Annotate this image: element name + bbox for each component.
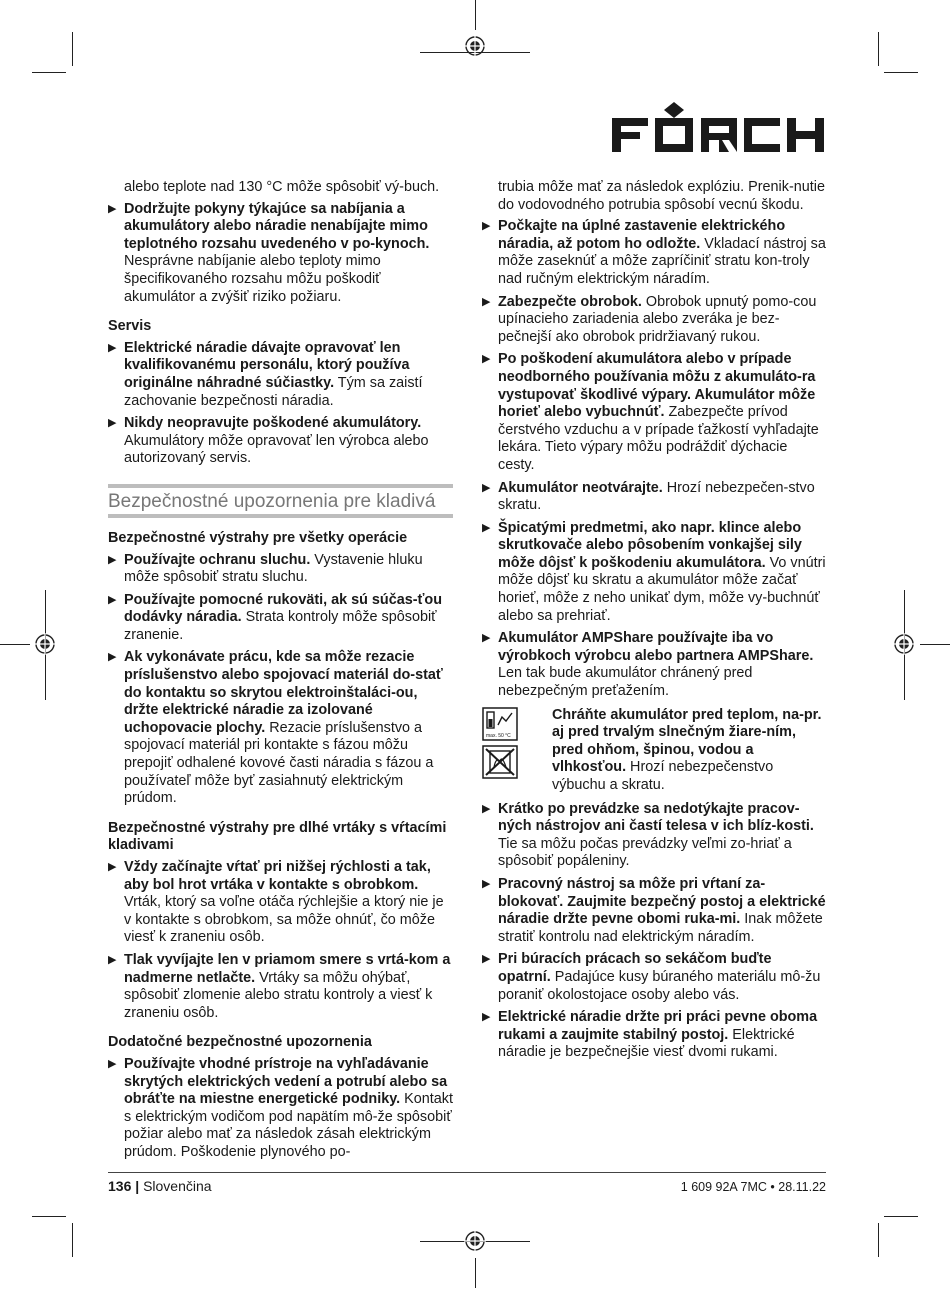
- bullet-bold-text: Zabezpečte obrobok.: [498, 293, 642, 310]
- bullet-bold-text: Počkajte na úplné zastavenie elektrického náradia, až potom ho odložte.: [498, 218, 786, 252]
- crop-mark: [0, 644, 30, 645]
- bullet-item: [108, 340, 453, 410]
- bullet-arrow-icon: ▶: [482, 632, 491, 645]
- bullet-item: [108, 952, 453, 1022]
- bullet-arrow-icon: ▶: [482, 1011, 491, 1024]
- battery-heat-warning-icon: [482, 707, 518, 741]
- footer-rule: [108, 1172, 826, 1173]
- bullet-bold-text: Nikdy neopravujte poškodené akumulátory.: [124, 415, 422, 432]
- warning-bold-text: Chráňte akumulátor pred teplom, na-pr. aj pred trvalým slnečným žiare-ním, pred ohňom, špinou, vodou a vlhkosťou.: [552, 706, 822, 776]
- footer-page-info: [108, 1178, 212, 1194]
- bullet-bold-text: Tlak vyvíjajte len v priamom smere s vrtá-kom a nadmerne netlačte.: [124, 951, 451, 986]
- bullet-item: [108, 1056, 453, 1162]
- crop-mark: [878, 1223, 879, 1257]
- bullet-bold-text: Ak vykonávate prácu, kde sa môže rezacie príslušenstvo alebo spojovací materiál do-stať do kontaktu so skrytou elektroinštaláci-ou, držte elektrické náradie za izolované uchopovacie plochy.: [124, 649, 443, 736]
- bullet-text: Inak môžete stratiť kontrolu nad elektrickým náradím.: [498, 911, 823, 945]
- bullet-item: [108, 592, 453, 645]
- bullet-text: Nesprávne nabíjanie alebo teploty mimo špecifikovaného rozsahu môžu poškodiť akumulátor a zvýšiť riziko požiaru.: [124, 253, 381, 305]
- crop-mark: [884, 1216, 918, 1217]
- forch-logo: [612, 100, 828, 164]
- crop-mark: [878, 32, 879, 66]
- bullet-arrow-icon: ▶: [108, 341, 117, 354]
- footer-doc-code: 1 609 92A 7MC • 28.11.22: [680, 1180, 826, 1194]
- bullet-bold-text: Používajte vhodné prístroje na vyhľadávanie skrytých elektrických vedení a potrubí alebo sa obráťte na miestne energetické podniky.: [124, 1055, 448, 1108]
- bullet-bold-text: Akumulátor neotvárajte.: [498, 479, 663, 496]
- registration-mark-icon: [464, 35, 486, 57]
- bullet-text: Rezacie príslušenstvo a spojovací materiál pri kontakte s fázou môžu prepojiť odhalené kovové časti náradia s fázou a používateľ môže byť zasiahnutý elektrickým prúdom.: [124, 719, 434, 807]
- bullet-bold-text: Používajte pomocné rukoväti, ak sú súčas-ťou dodávky náradia.: [124, 591, 442, 626]
- registration-mark-icon: [893, 633, 915, 655]
- bullet-bold-text: Elektrické náradie držte pri práci pevne oboma rukami a zaujmite stabilný postoj.: [498, 1009, 818, 1043]
- bullet-item: [108, 649, 453, 807]
- bullet-text: Zabezpečte prívod čerstvého vzduchu a v prípade ťažkostí vyhľadajte lekára. Tieto výpary môžu podráždiť dýchacie cesty.: [498, 404, 819, 473]
- bullet-arrow-icon: ▶: [108, 553, 117, 566]
- bullet-bold-text: Krátko po prevádzke sa nedotýkajte pracov-ných nástrojov ani častí telesa v ich blíz-kosti.: [498, 800, 814, 835]
- bullet-text: Vkladací nástroj sa môže zaseknúť a môže zapríčiniť stratu kon-troly nad ručným elektrickým náradím.: [498, 235, 826, 287]
- right-column: [482, 179, 827, 1067]
- battery-warning-block: [482, 707, 827, 795]
- bullet-arrow-icon: ▶: [482, 481, 491, 494]
- crop-mark: [884, 72, 918, 73]
- bullet-text: Elektrické náradie je bezpečnejšie viesť dvomi rukami.: [498, 1026, 795, 1061]
- crop-mark: [72, 1223, 73, 1257]
- bullet-bold-text: Elektrické náradie dávajte opravovať len kvalifikovanému personálu, ktorý používa originálne náhradné súčiastky.: [124, 339, 410, 391]
- bullet-arrow-icon: ▶: [482, 877, 491, 890]
- crop-mark: [920, 644, 950, 645]
- bullet-item: [482, 294, 827, 347]
- bullet-bold-text: Akumulátor AMPShare používajte iba vo výrobkoch výrobcu alebo partnera AMPShare.: [498, 630, 814, 664]
- registration-mark-icon: [464, 1230, 486, 1252]
- bullet-bold-text: Vždy začínajte vŕtať pri nižšej rýchlosti a tak, aby bol hrot vrtáka v kontakte s obrobkom.: [124, 859, 431, 893]
- bullet-text: Akumulátory môže opravovať len výrobca alebo autorizovaný servis.: [124, 432, 429, 467]
- section-title: Bezpečnostné upozornenia pre kladivá: [108, 490, 436, 512]
- bullet-arrow-icon: ▶: [482, 521, 491, 534]
- svg-text:max. 50 °C: max. 50 °C: [486, 732, 511, 739]
- registration-mark-icon: [34, 633, 56, 655]
- page-number: 136: [108, 1178, 132, 1194]
- subheading-servis: Servis: [108, 318, 152, 335]
- bullet-text: Vystavenie hluku môže spôsobiť stratu sluchu.: [124, 551, 423, 586]
- paragraph: trubia môže mať za následok explóziu. Prenik-nutie do vodovodného potrubia spôsobí vecnú škodu.: [498, 179, 825, 213]
- bullet-item: [482, 1009, 827, 1062]
- bullet-item: [482, 520, 827, 626]
- bullet-item: [108, 415, 453, 468]
- section-heading: [108, 484, 453, 518]
- bullet-text: Tie sa môžu počas prevádzky veľmi zo-hriať a spôsobiť popáleniny.: [498, 835, 792, 870]
- bullet-text: Len tak bude akumulátor chránený pred nebezpečným preťažením.: [498, 665, 753, 700]
- bullet-text: Padajúce kusy búraného materiálu mô-žu poraniť okolostojace osoby alebo vás.: [498, 968, 821, 1003]
- bullet-item: [482, 876, 827, 946]
- divider: [108, 514, 453, 518]
- bullet-text: Tým sa zaistí zachovanie bezpečnosti náradia.: [124, 374, 423, 409]
- paragraph: alebo teplote nad 130 °C môže spôsobiť vý-buch.: [124, 179, 440, 195]
- bullet-arrow-icon: ▶: [108, 953, 117, 966]
- crop-mark: [475, 0, 476, 30]
- battery-no-water-fire-icon: [482, 745, 518, 779]
- bullet-text: Strata kontroly môže spôsobiť zranenie.: [124, 609, 437, 643]
- subheading-all-operations: Bezpečnostné výstrahy pre všetky operácie: [108, 529, 408, 546]
- bullet-arrow-icon: ▶: [108, 593, 117, 606]
- bullet-text: Hrozí nebezpečen-stvo skratu.: [498, 479, 815, 514]
- warning-text: Hrozí nebezpečenstvo výbuchu a skratu.: [552, 759, 774, 793]
- bullet-bold-text: Špicatými predmetmi, ako napr. klince alebo skrutkovače alebo pôsobením vonkajšej sily môže dôjsť k poškodeniu akumulátora.: [498, 519, 802, 571]
- footer-language: Slovenčina: [143, 1178, 212, 1194]
- bullet-arrow-icon: ▶: [482, 802, 491, 815]
- bullet-item: [482, 218, 827, 288]
- bullet-bold-text: Používajte ochranu sluchu.: [124, 551, 311, 568]
- subheading-additional: Dodatočné bezpečnostné upozornenia: [108, 1034, 372, 1051]
- bullet-item: [482, 630, 827, 700]
- bullet-arrow-icon: ▶: [482, 353, 491, 366]
- bullet-arrow-icon: ▶: [108, 202, 117, 215]
- bullet-item: [482, 480, 827, 515]
- bullet-text: Obrobok upnutý pomo-cou upínacieho zariadenia alebo zveráka je bez-pečnejší ako obrobok pridržiavaný rukou.: [498, 293, 817, 345]
- bullet-bold-text: Dodržujte pokyny týkajúce sa nabíjania a akumulátory alebo náradie nenabíjajte mimo teplotného rozsahu uvedeného v po-kynoch.: [124, 200, 430, 252]
- crop-mark: [475, 1258, 476, 1288]
- bullet-item: [482, 951, 827, 1004]
- subheading-long-drills: Bezpečnostné výstrahy pre dlhé vrtáky s vŕtacími kladivami: [108, 819, 447, 854]
- bullet-text: Vo vnútri môže dôjsť ku skratu a akumulátor môže začať horieť, môže z neho unikať dym, môže vy-buchnúť alebo sa prehriať.: [498, 554, 826, 624]
- bullet-arrow-icon: ▶: [108, 417, 117, 430]
- left-column: [108, 179, 453, 1167]
- bullet-item: [108, 859, 453, 947]
- crop-mark: [32, 72, 66, 73]
- footer-separator: |: [135, 1178, 140, 1194]
- bullet-arrow-icon: ▶: [108, 651, 117, 664]
- bullet-bold-text: Pri búracích prácach so sekáčom buďte opatrní.: [498, 951, 772, 985]
- bullet-item: [108, 201, 453, 307]
- bullet-arrow-icon: ▶: [482, 953, 491, 966]
- bullet-item: [482, 351, 827, 474]
- bullet-bold-text: Po poškodení akumulátora alebo v prípade neodborného používania môžu z akumuláto-ra vystupovať škodlivé výpary. Akumulátor môže horieť alebo vybuchnúť.: [498, 351, 816, 421]
- bullet-arrow-icon: ▶: [482, 295, 491, 308]
- bullet-arrow-icon: ▶: [482, 220, 491, 233]
- crop-mark: [32, 1216, 66, 1217]
- bullet-arrow-icon: ▶: [108, 1057, 117, 1070]
- bullet-text: Vrtáky sa môžu ohýbať, spôsobiť zlomenie alebo stratu kontroly a viesť k zraneniu osôb.: [124, 969, 433, 1021]
- crop-mark: [72, 32, 73, 66]
- bullet-text: Kontakt s elektrickým vodičom pod napätím mô-že spôsobiť požiar alebo mať za následok zásah elektrickým prúdom. Poškodenie plynového po-: [124, 1091, 453, 1160]
- bullet-arrow-icon: ▶: [108, 861, 117, 873]
- bullet-bold-text: Pracovný nástroj sa môže pri vŕtaní za-blokovať. Zaujmite bezpečný postoj a elektrické náradie držte pevne obomi ruka-mi.: [498, 875, 826, 928]
- bullet-item: [482, 801, 827, 871]
- bullet-text: Vrták, ktorý sa voľne otáča rýchlejšie a ktorý nie je v kontakte s obrobkom, sa môže ohnúť, čo môže viesť k zraneniu osôb.: [124, 894, 444, 946]
- bullet-item: [108, 552, 453, 587]
